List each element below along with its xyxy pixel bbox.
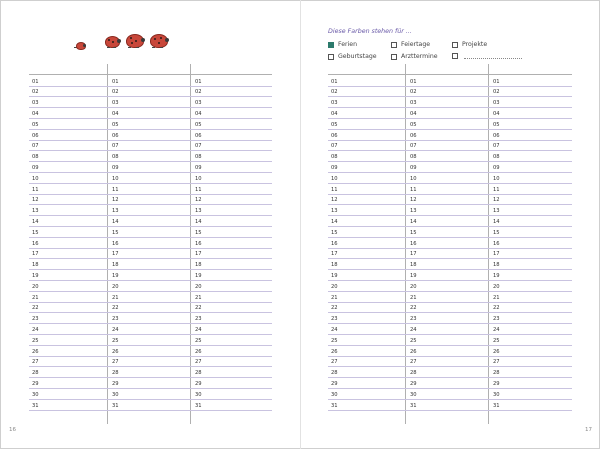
day-number: 01 [410,78,417,85]
day-number: 04 [331,110,338,117]
day-number: 31 [493,402,500,409]
day-number: 11 [331,186,338,193]
day-number: 22 [331,305,338,312]
table-top-rule [29,74,272,75]
day-number: 24 [195,326,202,333]
day-row-line[interactable] [328,172,572,173]
day-number: 20 [410,283,417,290]
day-number: 28 [331,370,338,377]
day-number: 21 [331,294,338,301]
day-number: 13 [410,208,417,215]
day-number: 06 [195,132,202,139]
day-number: 12 [112,197,119,204]
day-number: 26 [195,348,202,355]
day-number: 02 [331,89,338,96]
day-row-line[interactable] [29,399,272,400]
day-number: 04 [112,110,119,117]
day-number: 10 [493,175,500,182]
day-number: 03 [112,100,119,107]
day-number: 23 [112,316,119,323]
legend-item-custom[interactable] [452,53,522,59]
day-number: 20 [195,283,202,290]
day-number: 27 [410,359,417,366]
day-row-line[interactable] [328,356,572,357]
day-number: 27 [112,359,119,366]
day-number: 02 [112,89,119,96]
day-row-line[interactable] [29,172,272,173]
day-number: 18 [331,262,338,269]
day-number: 14 [331,218,338,225]
day-row-line[interactable] [29,356,272,357]
day-number: 30 [410,391,417,398]
day-number: 23 [410,316,417,323]
day-row-line[interactable] [328,204,572,205]
day-number: 22 [195,305,202,312]
day-row-line[interactable] [328,194,572,195]
day-number: 15 [493,229,500,236]
day-row-line[interactable] [328,377,572,378]
day-row-line[interactable] [29,140,272,141]
legend-checkbox[interactable] [328,54,334,60]
day-number: 19 [195,272,202,279]
day-number: 21 [493,294,500,301]
legend-item-arzttermine[interactable] [391,53,438,60]
day-number: 14 [410,218,417,225]
day-number: 22 [410,305,417,312]
day-number: 03 [410,100,417,107]
day-number: 29 [410,380,417,387]
day-number: 16 [493,240,500,247]
day-row-line[interactable] [29,312,272,313]
day-row-line[interactable] [328,150,572,151]
day-number: 03 [195,100,202,107]
day-number: 08 [410,154,417,161]
day-row-line[interactable] [29,96,272,97]
day-number: 12 [410,197,417,204]
day-number: 17 [195,251,202,258]
day-number: 02 [493,89,500,96]
day-number: 31 [331,402,338,409]
day-number: 05 [410,121,417,128]
day-number: 02 [410,89,417,96]
day-number: 20 [331,283,338,290]
day-number: 30 [331,391,338,398]
table-top-rule [328,74,572,75]
day-number: 24 [331,326,338,333]
day-row-line[interactable] [328,96,572,97]
day-number: 11 [112,186,119,193]
day-number: 13 [32,208,39,215]
day-number: 14 [112,218,119,225]
day-row-line[interactable] [328,118,572,119]
day-number: 07 [195,143,202,150]
legend-checkbox[interactable] [452,53,458,59]
day-row-line[interactable] [328,269,572,270]
day-number: 31 [112,402,119,409]
day-row-line[interactable] [328,280,572,281]
day-number: 08 [195,154,202,161]
day-number: 08 [112,154,119,161]
legend-checkbox[interactable] [452,42,458,48]
day-number: 10 [32,175,39,182]
day-number: 02 [195,89,202,96]
day-number: 13 [493,208,500,215]
day-row-line[interactable] [328,129,572,130]
day-row-line[interactable] [29,323,272,324]
day-number: 27 [32,359,39,366]
day-row-line[interactable] [328,345,572,346]
day-number: 07 [410,143,417,150]
day-row-line[interactable] [328,140,572,141]
day-number: 12 [195,197,202,204]
legend-title: Diese Farben stehen für ... [328,28,412,35]
day-number: 03 [32,100,39,107]
day-number: 30 [195,391,202,398]
day-number: 24 [493,326,500,333]
day-number: 14 [195,218,202,225]
day-number: 23 [32,316,39,323]
day-number: 12 [493,197,500,204]
day-number: 27 [195,359,202,366]
page-gutter [300,0,301,449]
day-number: 05 [331,121,338,128]
day-row-line[interactable] [29,258,272,259]
day-number: 18 [32,262,39,269]
day-number: 23 [195,316,202,323]
day-number: 05 [493,121,500,128]
day-number: 18 [195,262,202,269]
day-number: 04 [195,110,202,117]
day-number: 29 [32,380,39,387]
day-number: 21 [195,294,202,301]
day-number: 18 [112,262,119,269]
day-number: 28 [410,370,417,377]
day-number: 16 [32,240,39,247]
day-number: 18 [493,262,500,269]
day-number: 19 [331,272,338,279]
day-number: 29 [493,380,500,387]
day-number: 08 [32,154,39,161]
day-row-line[interactable] [328,226,572,227]
day-number: 15 [195,229,202,236]
day-number: 04 [410,110,417,117]
day-row-line[interactable] [29,248,272,249]
day-number: 19 [410,272,417,279]
day-number: 17 [410,251,417,258]
day-number: 26 [410,348,417,355]
day-number: 02 [32,89,39,96]
legend-label: Projekte [462,41,488,48]
day-number: 16 [410,240,417,247]
day-row-line[interactable] [29,215,272,216]
day-number: 06 [331,132,338,139]
day-number: 29 [112,380,119,387]
day-number: 01 [112,78,119,85]
day-number: 06 [493,132,500,139]
day-number: 13 [195,208,202,215]
day-number: 11 [195,186,202,193]
day-row-line[interactable] [29,226,272,227]
day-row-line[interactable] [328,312,572,313]
day-number: 26 [112,348,119,355]
day-number: 18 [410,262,417,269]
day-number: 25 [195,337,202,344]
legend-item-projekte[interactable] [452,41,487,48]
legend-label: Ferien [338,41,358,48]
day-number: 23 [493,316,500,323]
day-number: 07 [493,143,500,150]
ladybug-group [74,34,174,50]
day-number: 06 [410,132,417,139]
day-number: 21 [32,294,39,301]
day-number: 28 [195,370,202,377]
day-row-line[interactable] [328,323,572,324]
day-number: 26 [32,348,39,355]
legend-label: Feiertage [401,41,431,48]
day-row-line[interactable] [29,150,272,151]
day-row-line[interactable] [328,291,572,292]
day-row-line[interactable] [29,291,272,292]
day-number: 15 [410,229,417,236]
day-number: 20 [493,283,500,290]
day-number: 30 [112,391,119,398]
legend-checkbox[interactable] [391,42,397,48]
day-row-line[interactable] [29,377,272,378]
day-number: 31 [410,402,417,409]
day-number: 16 [112,240,119,247]
day-number: 09 [410,164,417,171]
day-number: 07 [112,143,119,150]
day-number: 17 [112,251,119,258]
day-row-line[interactable] [328,248,572,249]
day-number: 01 [195,78,202,85]
day-row-line[interactable] [328,334,572,335]
day-row-line[interactable] [328,366,572,367]
day-number: 27 [331,359,338,366]
day-number: 09 [112,164,119,171]
day-row-line[interactable] [29,183,272,184]
day-number: 09 [493,164,500,171]
legend-blank-line[interactable] [464,53,522,59]
day-row-line[interactable] [29,237,272,238]
day-number: 26 [331,348,338,355]
legend-checkbox-filled[interactable] [328,42,334,48]
day-number: 03 [493,100,500,107]
day-number: 14 [32,218,39,225]
day-row-line[interactable] [328,410,572,411]
day-number: 23 [331,316,338,323]
day-number: 10 [410,175,417,182]
day-row-line[interactable] [328,302,572,303]
day-row-line[interactable] [328,86,572,87]
day-number: 10 [195,175,202,182]
day-number: 01 [32,78,39,85]
day-number: 30 [493,391,500,398]
day-row-line[interactable] [29,118,272,119]
legend-checkbox[interactable] [391,54,397,60]
day-number: 05 [32,121,39,128]
day-number: 16 [195,240,202,247]
day-number: 07 [32,143,39,150]
day-number: 24 [410,326,417,333]
day-number: 20 [32,283,39,290]
day-number: 08 [493,154,500,161]
day-row-line[interactable] [328,107,572,108]
day-number: 26 [493,348,500,355]
day-number: 25 [112,337,119,344]
day-row-line[interactable] [29,269,272,270]
legend-label: Arzttermine [401,53,438,60]
day-number: 31 [32,402,39,409]
day-number: 11 [410,186,417,193]
day-row-line[interactable] [328,399,572,400]
legend-item-ferien[interactable] [328,41,357,48]
legend-item-feiertage[interactable] [391,41,430,48]
day-row-line[interactable] [29,366,272,367]
day-number: 14 [493,218,500,225]
day-row-line[interactable] [328,237,572,238]
day-row-line[interactable] [29,410,272,411]
day-number: 13 [112,208,119,215]
day-number: 27 [493,359,500,366]
day-number: 04 [493,110,500,117]
day-number: 10 [112,175,119,182]
day-row-line[interactable] [328,183,572,184]
day-number: 09 [32,164,39,171]
day-number: 29 [195,380,202,387]
day-number: 30 [32,391,39,398]
day-number: 03 [331,100,338,107]
day-number: 20 [112,283,119,290]
day-number: 17 [32,251,39,258]
day-row-line[interactable] [29,280,272,281]
day-number: 11 [493,186,500,193]
day-number: 06 [112,132,119,139]
day-row-line[interactable] [29,194,272,195]
day-number: 19 [32,272,39,279]
day-number: 25 [410,337,417,344]
page-number-right: 17 [585,427,592,433]
day-number: 25 [331,337,338,344]
day-number: 22 [32,305,39,312]
day-number: 11 [32,186,39,193]
day-number: 24 [112,326,119,333]
day-number: 01 [331,78,338,85]
day-number: 28 [32,370,39,377]
day-number: 05 [112,121,119,128]
day-row-line[interactable] [328,161,572,162]
day-number: 10 [331,175,338,182]
day-number: 04 [32,110,39,117]
day-row-line[interactable] [328,388,572,389]
day-number: 19 [112,272,119,279]
day-row-line[interactable] [29,86,272,87]
day-row-line[interactable] [328,258,572,259]
day-number: 15 [112,229,119,236]
day-number: 17 [493,251,500,258]
day-number: 24 [32,326,39,333]
day-number: 12 [32,197,39,204]
page-number-left: 16 [9,427,16,433]
day-number: 28 [493,370,500,377]
day-row-line[interactable] [29,161,272,162]
day-number: 15 [331,229,338,236]
day-row-line[interactable] [29,129,272,130]
day-row-line[interactable] [328,215,572,216]
legend-item-geburtstage[interactable] [328,53,377,60]
day-number: 29 [331,380,338,387]
day-number: 25 [32,337,39,344]
day-row-line[interactable] [29,107,272,108]
day-row-line[interactable] [29,302,272,303]
day-number: 19 [493,272,500,279]
day-number: 21 [410,294,417,301]
day-number: 17 [331,251,338,258]
day-number: 22 [493,305,500,312]
day-row-line[interactable] [29,334,272,335]
day-number: 09 [195,164,202,171]
day-number: 22 [112,305,119,312]
day-number: 01 [493,78,500,85]
day-number: 21 [112,294,119,301]
day-row-line[interactable] [29,345,272,346]
day-number: 07 [331,143,338,150]
day-number: 28 [112,370,119,377]
day-row-line[interactable] [29,204,272,205]
day-number: 08 [331,154,338,161]
day-number: 12 [331,197,338,204]
day-number: 16 [331,240,338,247]
day-number: 09 [331,164,338,171]
day-number: 05 [195,121,202,128]
day-number: 13 [331,208,338,215]
day-number: 25 [493,337,500,344]
day-row-line[interactable] [29,388,272,389]
day-number: 15 [32,229,39,236]
day-number: 06 [32,132,39,139]
day-number: 31 [195,402,202,409]
legend-label: Geburtstage [338,53,377,60]
